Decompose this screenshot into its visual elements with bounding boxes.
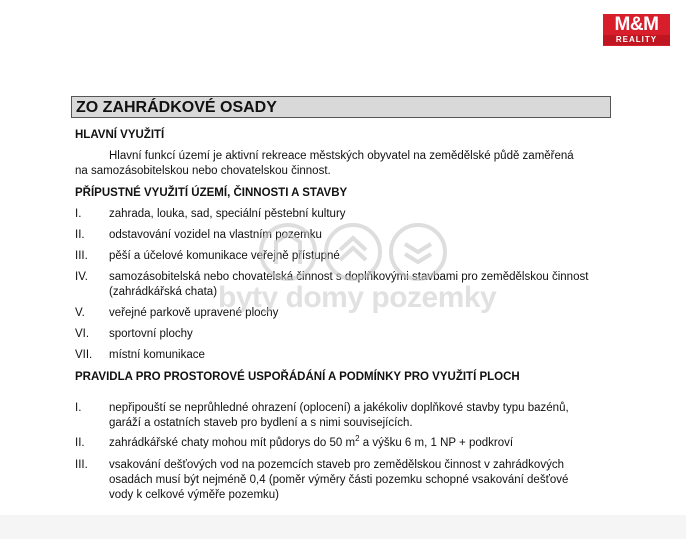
allowed-item-7: místní komunikace xyxy=(109,349,205,361)
allowed-num-6: VI. xyxy=(75,328,90,340)
main-use-text-2: na samozásobitelskou nebo chovatelskou činnost. xyxy=(75,165,331,177)
allowed-item-6: sportovní plochy xyxy=(109,328,193,340)
allowed-item-4b: (zahrádkářská chata) xyxy=(109,286,218,298)
allowed-item-1: zahrada, louka, sad, speciální pěstební kultury xyxy=(109,208,346,220)
rules-item-1-line-2: garáží a ostatních staveb pro bydlení a s nimi souvisejících. xyxy=(109,417,413,429)
allowed-title: PŘÍPUSTNÉ VYUŽITÍ ÚZEMÍ, ČINNOSTI A STAVBY xyxy=(75,187,348,199)
rules-item-2-pre: zahrádkářské chaty mohou mít půdorys do 50 m xyxy=(109,437,356,449)
allowed-item-3: pěší a účelové komunikace veřejně přístupné xyxy=(109,250,340,262)
mm-reality-logo xyxy=(603,14,670,46)
allowed-num-4: IV. xyxy=(75,271,89,283)
rules-item-2-post: a výšku 6 m, 1 NP + podkroví xyxy=(359,437,514,449)
allowed-item-2: odstavování vozidel na vlastním pozemku xyxy=(109,229,322,241)
page-bottom-band xyxy=(0,515,686,539)
rules-num-3: III. xyxy=(75,459,88,471)
logo-sub: REALITY xyxy=(603,35,670,45)
rules-item-2 xyxy=(109,436,513,451)
rules-item-3-line-2: osadách musí být nejméně 0,4 (poměr výměry části pozemku schopné vsakování dešťové xyxy=(109,474,569,486)
allowed-num-5: V. xyxy=(75,307,85,319)
logo-brand: M&M xyxy=(614,14,659,35)
rules-title: PRAVIDLA PRO PROSTOROVÉ USPOŘÁDÁNÍ A PODMÍNKY PRO VYUŽITÍ PLOCH xyxy=(75,371,520,383)
allowed-item-4: samozásobitelská nebo chovatelská činnost s doplňkovými stavbami pro zemědělskou činnost xyxy=(109,271,589,283)
watermark-text: byty domy pozemky xyxy=(218,281,497,314)
allowed-item-5: veřejné parkově upravené plochy xyxy=(109,307,279,319)
section-heading-bar xyxy=(71,96,611,118)
allowed-num-3: III. xyxy=(75,250,88,262)
rules-num-1: I. xyxy=(75,402,82,414)
allowed-num-1: I. xyxy=(75,208,82,220)
section-heading: ZO ZAHRÁDKOVÉ OSADY xyxy=(76,99,277,116)
rules-item-3-line-3: vody k celkové výměře pozemku) xyxy=(109,489,280,501)
main-use-text-1: Hlavní funkcí území je aktivní rekreace městských obyvatel na zemědělské půdě zaměřená xyxy=(109,150,574,162)
allowed-num-7: VII. xyxy=(75,349,93,361)
rules-num-2: II. xyxy=(75,437,85,449)
rules-item-2-sup: 2 xyxy=(355,434,360,444)
allowed-num-2: II. xyxy=(75,229,85,241)
rules-item-3-line-1: vsakování dešťových vod na pozemcích staveb pro zemědělskou činnost v zahrádkových xyxy=(109,459,564,471)
main-use-title: HLAVNÍ VYUŽITÍ xyxy=(75,129,165,141)
rules-item-1-line-1: nepřipouští se neprůhledné ohrazení (oplocení) a jakékoliv doplňkové stavby typu bazénů, xyxy=(109,402,569,414)
